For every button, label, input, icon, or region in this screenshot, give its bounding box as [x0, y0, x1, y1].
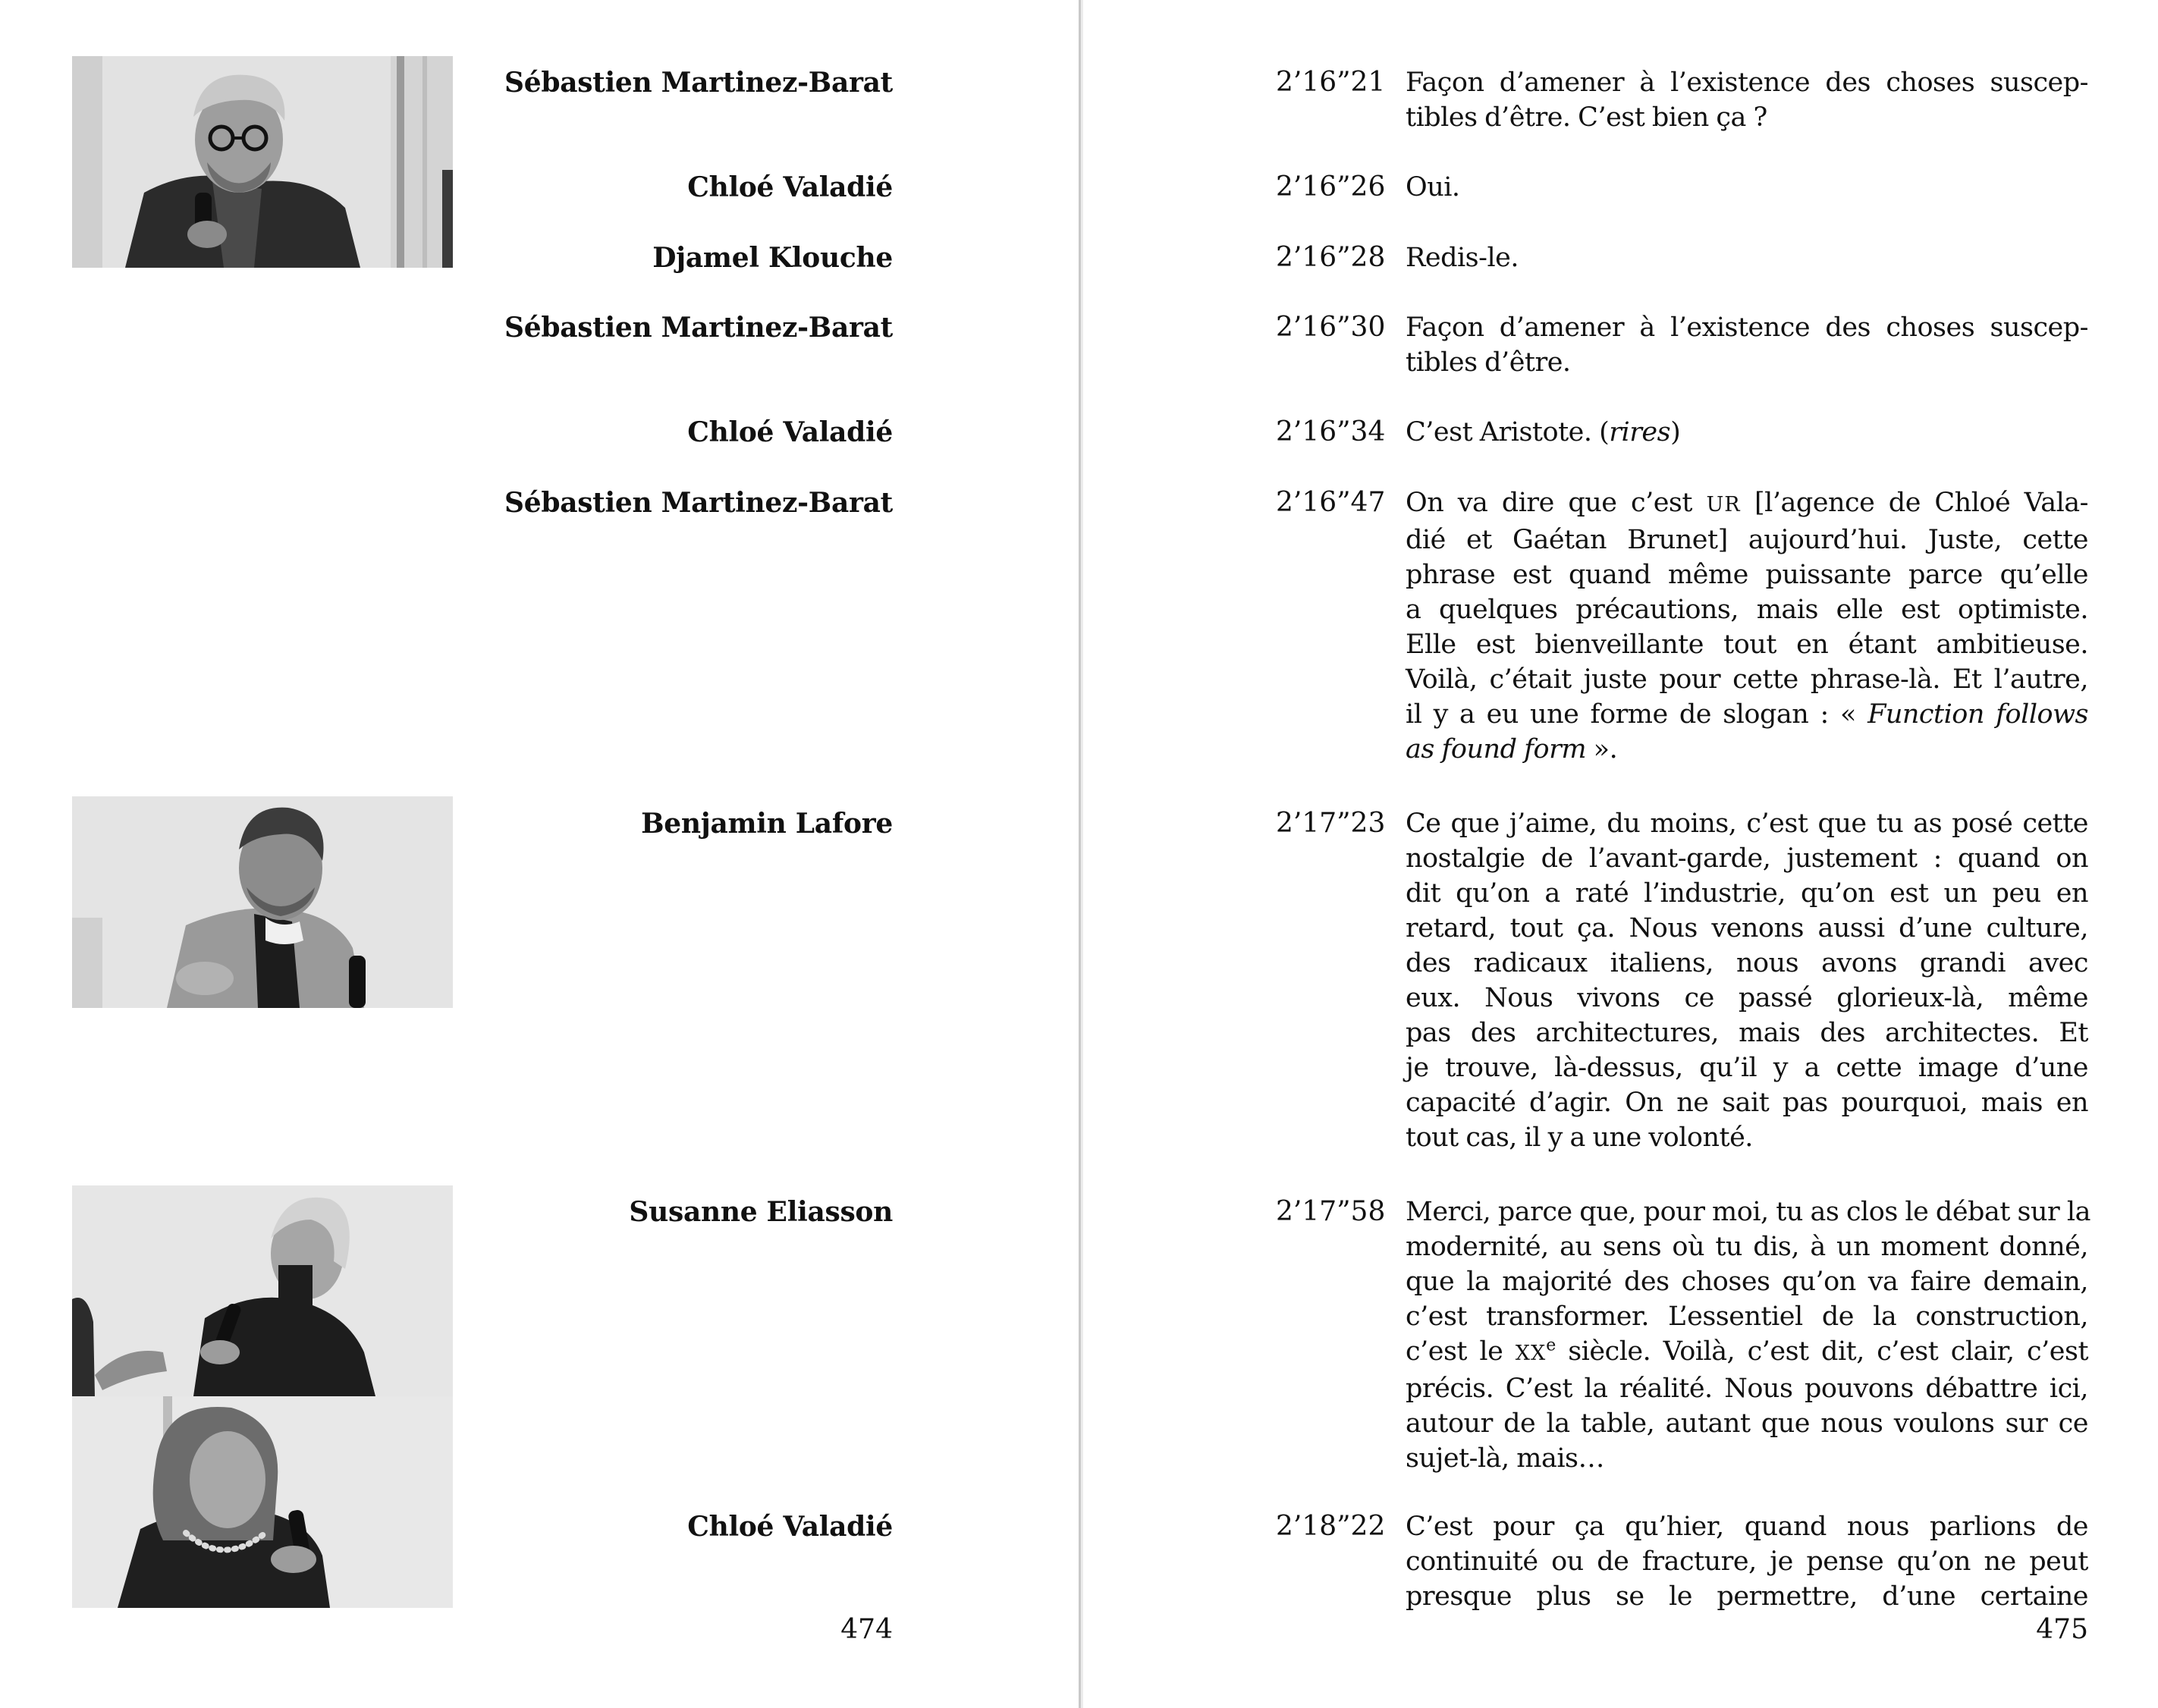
- text-line: Façon d’amener à l’existence des choses suscep-: [1406, 312, 2088, 343]
- speaker-name: Chloé Valadié: [687, 1511, 893, 1543]
- photo-sebastien-martinez-barat: [72, 56, 453, 268]
- text-line: tout cas, il y a une volonté.: [1406, 1122, 1753, 1153]
- timecode: 2’17”58: [1276, 1196, 1386, 1227]
- text-line: sujet-là, mais…: [1406, 1443, 1604, 1474]
- text-run: c’est le: [1406, 1336, 1516, 1367]
- portrait-image: [72, 56, 453, 268]
- timecode: 2’16”47: [1276, 487, 1386, 518]
- text-line: précis. C’est la réalité. Nous pouvons débattre ici,: [1406, 1374, 2088, 1404]
- italic-run: Function follows: [1867, 699, 2089, 730]
- text-run: [l’agence de Chloé Vala-: [1740, 488, 2088, 518]
- text-line: [1406, 732, 2088, 767]
- utterance: [1406, 1509, 2088, 1614]
- text-run: il y a eu une forme de slogan : «: [1406, 699, 1868, 730]
- text-line: nostalgie de l’avant-garde, justement : quand on: [1406, 843, 2088, 874]
- page-number: 474: [840, 1614, 893, 1645]
- utterance: [1406, 485, 2088, 767]
- text-line: [1406, 697, 2088, 732]
- text-line: capacité d’agir. On ne sait pas pourquoi, mais en: [1406, 1088, 2088, 1118]
- text-line: a quelques précautions, mais elle est optimiste.: [1406, 595, 2088, 625]
- smallcaps-run: XX: [1515, 1342, 1547, 1365]
- text-line: [1406, 415, 2088, 450]
- timecode: 2’17”23: [1276, 808, 1386, 839]
- text-line: Redis-le.: [1406, 243, 1519, 273]
- speaker-name: Susanne Eliasson: [629, 1196, 893, 1228]
- speaker-name: Chloé Valadié: [687, 171, 893, 203]
- text-line: modernité, au sens où tu dis, à un moment donné,: [1406, 1232, 2088, 1262]
- utterance: [1406, 310, 2088, 380]
- utterance: [1406, 806, 2088, 1155]
- utterance: [1406, 65, 2088, 135]
- text-line: pas des architectures, mais des architectes. Et: [1406, 1018, 2088, 1048]
- text-line: je trouve, là-dessus, qu’il y a cette image d’une: [1406, 1053, 2088, 1083]
- text-line: C’est pour ça qu’hier, quand nous parlions de: [1406, 1512, 2088, 1542]
- speaker-name: Chloé Valadié: [687, 416, 893, 448]
- utterance: [1406, 240, 2088, 275]
- text-line: retard, tout ça. Nous venons aussi d’une culture,: [1406, 913, 2088, 943]
- superscript-run: e: [1546, 1336, 1556, 1355]
- photo-susanne-eliasson: [72, 1185, 453, 1396]
- text-line: Merci, parce que, pour moi, tu as clos le débat sur la: [1406, 1197, 2090, 1227]
- text-run: ): [1670, 417, 1681, 447]
- timecode: 2’16”28: [1276, 242, 1386, 273]
- right-page: [1083, 0, 2158, 1708]
- text-run: ».: [1586, 734, 1618, 765]
- speaker-name: Sébastien Martinez-Barat: [504, 67, 893, 99]
- text-line: tibles d’être. C’est bien ça ?: [1406, 102, 1767, 133]
- text-line: Voilà, c’était juste pour cette phrase-là. Et l’autre,: [1406, 664, 2088, 695]
- timecode: 2’16”26: [1276, 171, 1386, 203]
- portrait-image: [72, 1185, 453, 1396]
- timecode: 2’18”22: [1276, 1511, 1386, 1542]
- portrait-image: [72, 1396, 453, 1608]
- text-line: des radicaux italiens, nous avons grandi avec: [1406, 948, 2088, 978]
- timecode: 2’16”21: [1276, 67, 1386, 98]
- utterance: [1406, 170, 2088, 205]
- text-line: [1406, 1334, 2088, 1371]
- text-line: Ce que j’aime, du moins, c’est que tu as posé cette: [1406, 808, 2088, 839]
- speaker-name: Sébastien Martinez-Barat: [504, 312, 893, 344]
- text-line: phrase est quand même puissante parce qu’elle: [1406, 560, 2088, 590]
- timecode: 2’16”34: [1276, 416, 1386, 447]
- text-run: siècle. Voilà, c’est dit, c’est clair, c’est: [1555, 1336, 2089, 1367]
- utterance: [1406, 1195, 2088, 1476]
- text-line: Elle est bienveillante tout en étant ambitieuse.: [1406, 630, 2088, 660]
- text-line: eux. Nous vivons ce passé glorieux-là, même: [1406, 983, 2088, 1013]
- portrait-image: [72, 796, 453, 1008]
- text-line: dié et Gaétan Brunet] aujourd’hui. Juste, cette: [1406, 525, 2088, 555]
- text-line: que la majorité des choses qu’on va faire demain,: [1406, 1267, 2088, 1297]
- text-line: Oui.: [1406, 172, 1460, 203]
- italic-run: rires: [1609, 417, 1671, 447]
- page-number: 475: [2036, 1614, 2088, 1645]
- text-run: C’est Aristote. (: [1406, 417, 1610, 447]
- speaker-name: Djamel Klouche: [652, 242, 893, 274]
- text-line: [1406, 485, 2088, 523]
- text-line: c’est transformer. L’essentiel de la construction,: [1406, 1301, 2088, 1332]
- text-line: autour de la table, autant que nous voulons sur ce: [1406, 1408, 2088, 1439]
- photo-chloe-valadie: [72, 1396, 453, 1608]
- text-line: tibles d’être.: [1406, 347, 1571, 378]
- text-run: On va dire que c’est: [1406, 488, 1707, 518]
- timecode: 2’16”30: [1276, 312, 1386, 343]
- text-line: continuité ou de fracture, je pense qu’on ne peut: [1406, 1546, 2088, 1577]
- text-line: presque plus se le permettre, d’une certaine: [1406, 1581, 2088, 1612]
- text-line: dit qu’on a raté l’industrie, qu’on est un peu en: [1406, 878, 2088, 909]
- text-line: Façon d’amener à l’existence des choses suscep-: [1406, 68, 2088, 98]
- photo-benjamin-lafore: [72, 796, 453, 1008]
- italic-run: as found form: [1406, 734, 1587, 765]
- speaker-name: Sébastien Martinez-Barat: [504, 487, 893, 519]
- utterance: [1406, 415, 2088, 450]
- smallcaps-run: UR: [1706, 493, 1741, 516]
- speaker-name: Benjamin Lafore: [641, 808, 893, 840]
